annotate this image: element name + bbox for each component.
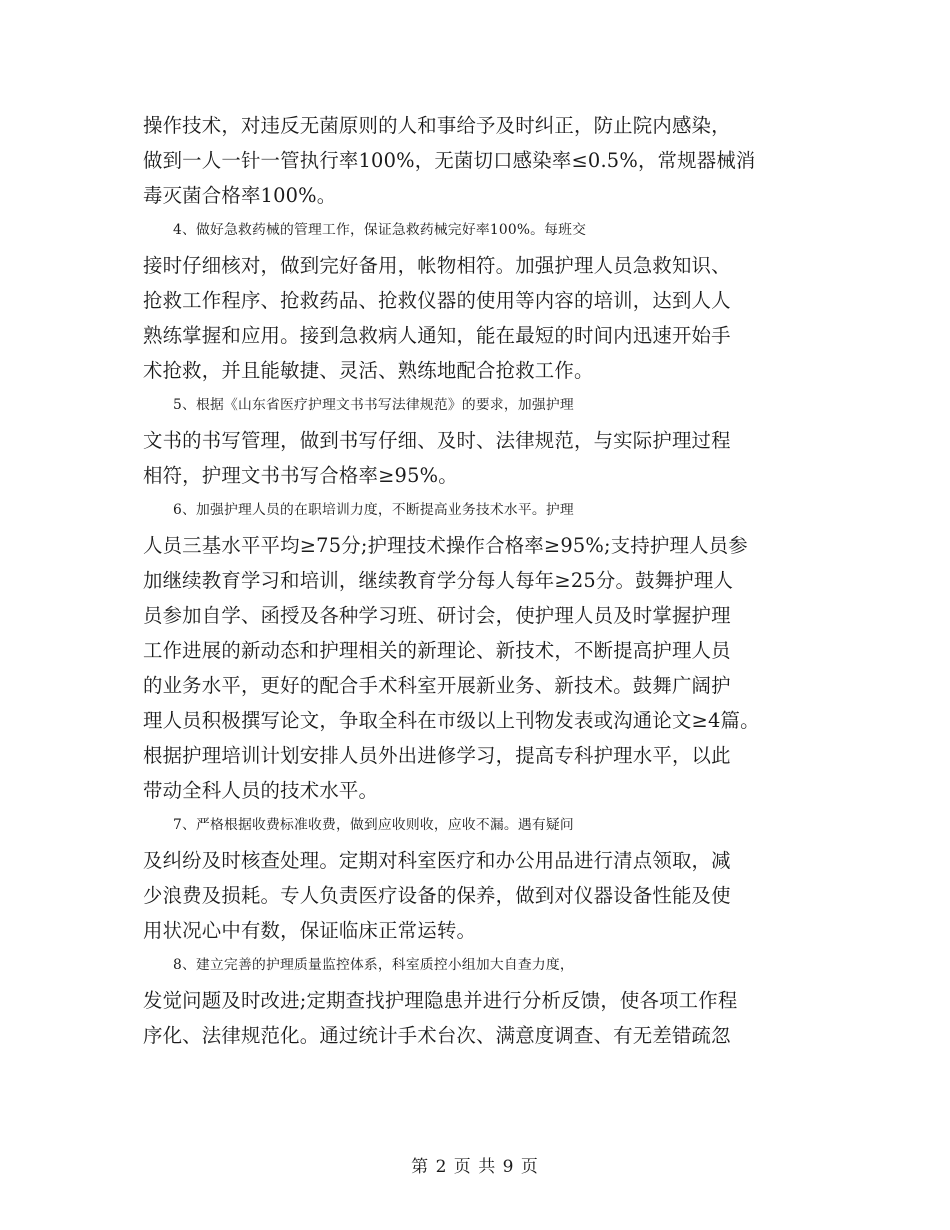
text-line: 毒灭菌合格率100%。 [143, 184, 337, 207]
text-line: 熟练掌握和应用。接到急救病人通知，能在最短的时间内迅速开始手 [143, 324, 731, 347]
text-line: 相符，护理文书书写合格率≥95%。 [143, 464, 458, 487]
document-body [143, 108, 843, 1053]
text-line: 加继续教育学习和培训，继续教育学分每人每年≥25分。鼓舞护理人 [143, 569, 734, 592]
text-line: 做到一人一针一管执行率100%，无菌切口感染率≤0.5%，常规器械消 [143, 149, 756, 172]
text-line: 根据护理培训计划安排人员外出进修学习，提高专科护理水平，以此 [143, 744, 731, 767]
text-line: 抢救工作程序、抢救药品、抢救仪器的使用等内容的培训，达到人人 [143, 289, 731, 312]
text-line: 工作进展的新动态和护理相关的新理论、新技术，不断提高护理人员 [143, 639, 731, 662]
text-line: 文书的书写管理，做到书写仔细、及时、法律规范，与实际护理过程 [143, 429, 731, 452]
text-line: 接时仔细核对，做到完好备用，帐物相符。加强护理人员急救知识、 [143, 254, 731, 277]
text-line: 8、建立完善的护理质量监控体系，科室质控小组加大自查力度， [173, 957, 574, 973]
text-line: 术抢救，并且能敏捷、灵活、熟练地配合抢救工作。 [143, 359, 594, 382]
text-line: 带动全科人员的技术水平。 [143, 779, 379, 802]
text-line: 4、做好急救药械的管理工作，保证急救药械完好率100%。每班交 [173, 222, 587, 238]
text-line: 5、根据《山东省医疗护理文书书写法律规范》的要求，加强护理 [173, 397, 574, 413]
text-line: 序化、法律规范化。通过统计手术台次、满意度调查、有无差错疏忽 [143, 1024, 731, 1047]
text-line: 理人员积极撰写论文，争取全科在市级以上刊物发表或沟通论文≥4篇。 [143, 709, 760, 732]
text-line: 用状况心中有数，保证临床正常运转。 [143, 919, 477, 942]
text-line: 发觉问题及时改进;定期查找护理隐患并进行分析反馈，使各项工作程 [143, 989, 738, 1012]
text-line: 及纠纷及时核查处理。定期对科室医疗和办公用品进行清点领取，减 [143, 849, 731, 872]
text-line: 少浪费及损耗。专人负责医疗设备的保养，做到对仪器设备性能及使 [143, 884, 731, 907]
text-line: 员参加自学、函授及各种学习班、研讨会，使护理人员及时掌握护理 [143, 604, 731, 627]
text-line: 7、严格根据收费标准收费，做到应收则收，应收不漏。遇有疑问 [173, 817, 574, 833]
text-line: 6、加强护理人员的在职培训力度，不断提高业务技术水平。护理 [173, 502, 574, 518]
text-line: 操作技术，对违反无菌原则的人和事给予及时纠正，防止院内感染， [143, 114, 731, 137]
text-line: 人员三基水平平均≥75分;护理技术操作合格率≥95%;支持护理人员参 [143, 534, 748, 557]
text-line: 的业务水平，更好的配合手术科室开展新业务、新技术。鼓舞广阔护 [143, 674, 731, 697]
page-footer: 第 2 页 共 9 页 [411, 1157, 539, 1177]
